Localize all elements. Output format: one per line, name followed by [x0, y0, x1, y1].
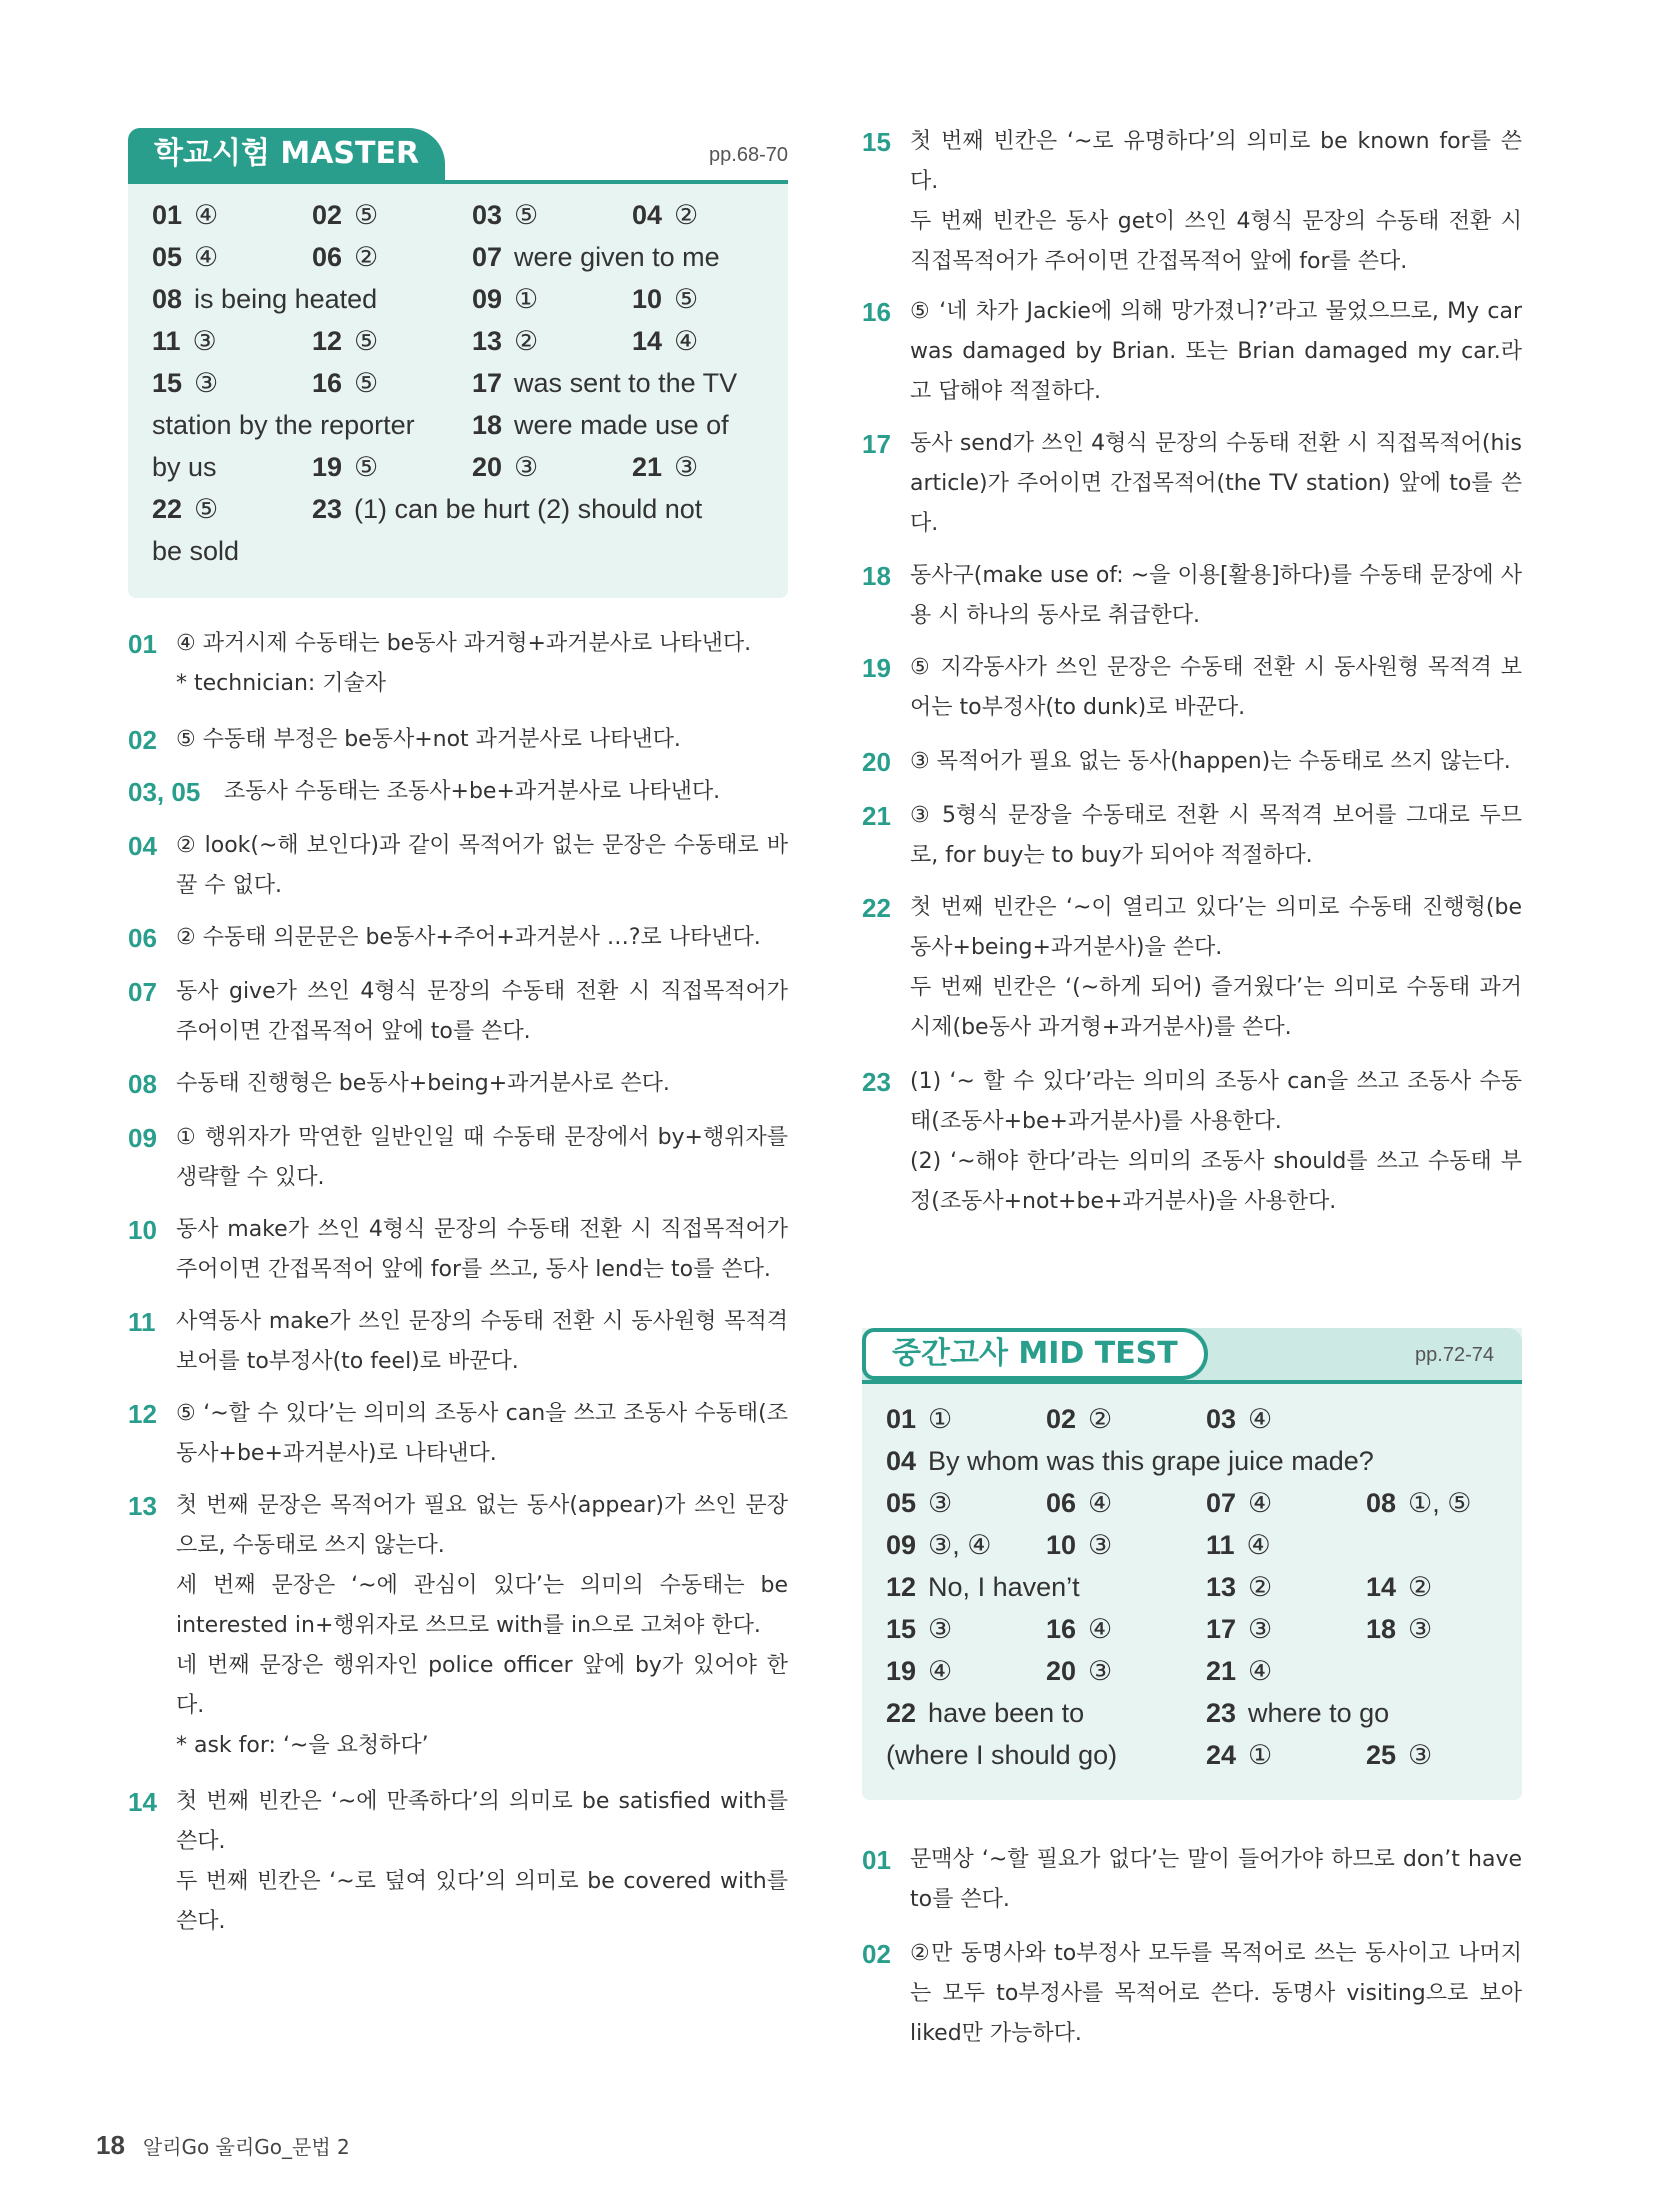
answer: 17 ③ [1206, 1614, 1273, 1644]
mid-title: 중간고사 MID TEST [862, 1328, 1208, 1380]
answer: 17 was sent to the TV [472, 368, 738, 398]
explanation: 02 ②만 동명사와 to부정사 모두를 목적어로 쓰는 동사이고 나머지는 모두 to부정사를 목적어로 쓴다. 동명사 visiting으로 보아 liked만 가능하다. [862, 1939, 1522, 2046]
answer-continuation: by us [152, 452, 217, 482]
answer: 05 ③ [886, 1488, 953, 1518]
answer: 09 ① [472, 284, 539, 314]
page-footer [96, 2130, 350, 2161]
explanation: 22 첫 번째 빈칸은 ‘~이 열리고 있다’는 의미로 수동태 진행형(be동사+being+과거분사)을 쓴다. 두 번째 빈칸은 ‘(~하게 되어) 즐거웠다’는 의미로 수동태 과거시제(be동사 과거형+과거분사)를 쓴다. [862, 893, 1522, 1040]
answer: 11 ④ [1206, 1530, 1271, 1560]
explanation: 15 첫 번째 빈칸은 ‘~로 유명하다’의 의미로 be known for를 쓴다. 두 번째 빈칸은 동사 get이 쓰인 4형식 문장의 수동태 전환 시 직접목적어가 주어이면 간접목적어 앞에 for를 쓴다. [862, 127, 1522, 274]
answer: 02 ② [1046, 1404, 1113, 1434]
answer: 03 ④ [1206, 1404, 1273, 1434]
answer: 07 ④ [1206, 1488, 1273, 1518]
answer-continuation: station by the reporter [152, 410, 415, 440]
explanation: 13 첫 번째 문장은 목적어가 필요 없는 동사(appear)가 쓰인 문장으로, 수동태로 쓰지 않는다. 세 번째 문장은 ‘~에 관심이 있다’는 의미의 수동태는 be interested in+행위자로 쓰므로 with를 in으로 고쳐야 한다. 네 번째 문장은 행위자인 police officer 앞에 by가 있어야 한다. * ask for: ‘~을 요청하다’ [128, 1491, 788, 1758]
answer: 23 (1) can be hurt (2) should not [312, 494, 703, 524]
answer: 19 ⑤ [312, 452, 379, 482]
mid-pages: pp.72-74 [1415, 1344, 1494, 1366]
explanation: 06 ② 수동태 의문문은 be동사+주어+과거분사 …?로 나타낸다. [128, 923, 761, 953]
mid-rule [862, 1380, 1522, 1384]
answer: 02 ⑤ [312, 200, 379, 230]
answer: 15 ③ [886, 1614, 953, 1644]
answer: 09 ③, ④ [886, 1530, 992, 1560]
answer: 11 ③ [152, 326, 217, 356]
answer: 13 ② [1206, 1572, 1273, 1602]
answer: 12 No, I haven’t [886, 1572, 1080, 1602]
answer: 07 were given to me [472, 242, 720, 272]
answer: 06 ② [312, 242, 379, 272]
master-title: 학교시험 MASTER [128, 128, 445, 180]
answer: 10 ⑤ [632, 284, 699, 314]
explanation: 21 ③ 5형식 문장을 수동태로 전환 시 목적격 보어를 그대로 두므로, for buy는 to buy가 되어야 적절하다. [862, 801, 1522, 868]
explanation: 03, 05 조동사 수동태는 조동사+be+과거분사로 나타낸다. [128, 777, 721, 807]
explanation: 07 동사 give가 쓰인 4형식 문장의 수동태 전환 시 직접목적어가 주어이면 간접목적어 앞에 to를 쓴다. [128, 977, 788, 1044]
answer: 14 ② [1366, 1572, 1433, 1602]
mid-header [862, 1328, 1522, 1380]
answer: 25 ③ [1366, 1740, 1433, 1770]
answer: 19 ④ [886, 1656, 953, 1686]
explanation: 20 ③ 목적어가 필요 없는 동사(happen)는 수동태로 쓰지 않는다. [862, 747, 1511, 777]
answer: 21 ④ [1206, 1656, 1273, 1686]
mid-answer-box [862, 1328, 1522, 1800]
explanation: 01 문맥상 ‘~할 필요가 없다’는 말이 들어가야 하므로 don’t have to를 쓴다. [862, 1845, 1522, 1912]
answer: 22 ⑤ [152, 494, 219, 524]
answer: 05 ④ [152, 242, 219, 272]
answer: 01 ④ [152, 200, 219, 230]
answer: 04 ② [632, 200, 699, 230]
answer: 16 ⑤ [312, 368, 379, 398]
explanation: 08 수동태 진행형은 be동사+being+과거분사로 쓴다. [128, 1069, 670, 1099]
explanation: 23 (1) ‘~ 할 수 있다’라는 의미의 조동사 can을 쓰고 조동사 수동태(조동사+be+과거분사)를 사용한다. (2) ‘~해야 한다’라는 의미의 조동사 should를 쓰고 수동태 부정(조동사+not+be+과거분사)을 사용한다. [862, 1067, 1522, 1214]
answer: 20 ③ [1046, 1656, 1113, 1686]
answer: 10 ③ [1046, 1530, 1113, 1560]
master-header [128, 128, 788, 180]
answer: 18 were made use of [472, 410, 729, 440]
explanation: 09 ① 행위자가 막연한 일반인일 때 수동태 문장에서 by+행위자를 생략할 수 있다. [128, 1123, 788, 1190]
explanation: 02 ⑤ 수동태 부정은 be동사+not 과거분사로 나타낸다. [128, 725, 681, 755]
explanation: 19 ⑤ 지각동사가 쓰인 문장은 수동태 전환 시 동사원형 목적격 보어는 to부정사(to dunk)로 바꾼다. [862, 653, 1522, 720]
answer: 03 ⑤ [472, 200, 539, 230]
page-number: 18 [96, 2130, 125, 2160]
explanation: 18 동사구(make use of: ~을 이용[활용]하다)를 수동태 문장에 사용 시 하나의 동사로 취급한다. [862, 561, 1522, 628]
explanation: 14 첫 번째 빈칸은 ‘~에 만족하다’의 의미로 be satisfied with를 쓴다. 두 번째 빈칸은 ‘~로 덮여 있다’의 의미로 be covered with를 쓴다. [128, 1787, 788, 1934]
answer: 15 ③ [152, 368, 219, 398]
explanation: 04 ② look(~해 보인다)과 같이 목적어가 없는 문장은 수동태로 바꿀 수 없다. [128, 831, 788, 898]
answer: 06 ④ [1046, 1488, 1113, 1518]
explanation: 01 ④ 과거시제 수동태는 be동사 과거형+과거분사로 나타낸다. * technician: 기술자 [128, 629, 752, 696]
answer: 24 ① [1206, 1740, 1273, 1770]
explanation: 10 동사 make가 쓰인 4형식 문장의 수동태 전환 시 직접목적어가 주어이면 간접목적어 앞에 for를 쓰고, 동사 lend는 to를 쓴다. [128, 1215, 788, 1282]
answer: 04 By whom was this grape juice made? [886, 1446, 1374, 1476]
answer: 20 ③ [472, 452, 539, 482]
explanation: 12 ⑤ ‘~할 수 있다’는 의미의 조동사 can을 쓰고 조동사 수동태(조동사+be+과거분사)로 나타낸다. [128, 1399, 788, 1466]
answer: 12 ⑤ [312, 326, 379, 356]
answer: 16 ④ [1046, 1614, 1113, 1644]
answer: 13 ② [472, 326, 539, 356]
book-title: 알리Go 울리Go_문법 2 [142, 2135, 350, 2159]
explanation: 16 ⑤ ‘네 차가 Jackie에 의해 망가졌니?’라고 물었으므로, My car was damaged by Brian. 또는 Brian damaged my car.라고 답해야 적절하다. [862, 297, 1522, 404]
master-pages: pp.68-70 [709, 144, 788, 166]
explanation: 11 사역동사 make가 쓰인 문장의 수동태 전환 시 동사원형 목적격 보어를 to부정사(to feel)로 바꾼다. [128, 1307, 788, 1374]
answer: 08 is being heated [152, 284, 378, 314]
answer: 14 ④ [632, 326, 699, 356]
master-answer-box [128, 128, 788, 598]
explanation: 17 동사 send가 쓰인 4형식 문장의 수동태 전환 시 직접목적어(his article)가 주어이면 간접목적어(the TV station) 앞에 to를 쓴다. [862, 429, 1522, 536]
answer: 18 ③ [1366, 1614, 1433, 1644]
answer-continuation: be sold [152, 536, 240, 566]
answer: 08 ①, ⑤ [1366, 1488, 1472, 1518]
master-rule [128, 180, 788, 184]
answer: 23 where to go [1206, 1698, 1390, 1728]
answer: 22 have been to [886, 1698, 1085, 1728]
answer-continuation: (where I should go) [886, 1740, 1118, 1770]
answer: 21 ③ [632, 452, 699, 482]
answer: 01 ① [886, 1404, 953, 1434]
